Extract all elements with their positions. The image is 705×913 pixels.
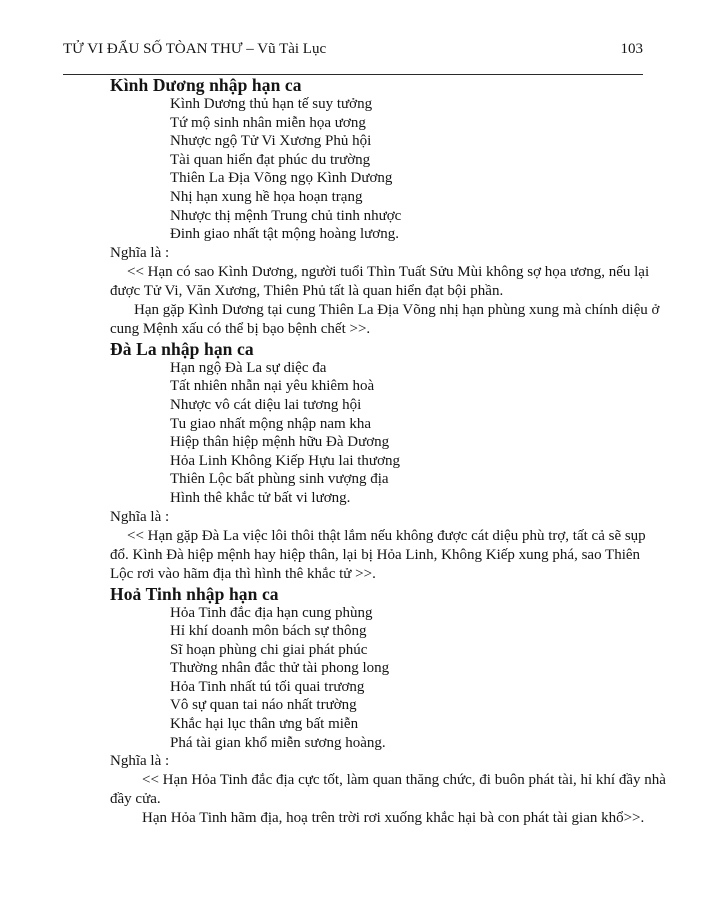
poem-line: Tu giao nhất mộng nhập nam kha — [170, 415, 372, 432]
poem-line: Thiên Lộc bất phùng sinh vượng địa — [170, 471, 389, 488]
poem — [110, 95, 666, 244]
section-heading: Hoả Tinh nhập hạn ca — [110, 583, 279, 604]
poem — [110, 359, 666, 508]
page-number: 103 — [620, 41, 643, 57]
poem-line: Hỏa Linh Không Kiếp Hựu lai thương — [170, 452, 400, 469]
meaning-paragraph: Hạn Hỏa Tinh hãm địa, hoạ trên trời rơi xuống khắc hại bà con phát tài gian khổ>>. — [142, 810, 645, 827]
poem-line: Nhược vô cát diệu lai tương hội — [170, 396, 362, 413]
poem-line: Thường nhân đắc thử tài phong long — [170, 660, 390, 677]
section-heading: Đà La nhập hạn ca — [110, 338, 254, 359]
meaning-paragraph: Hạn gặp Kình Dương tại cung Thiên La Địa Võng nhị hạn phùng xung mà chính diệu ở cung Mệnh xấu có thể bị bạo bệnh chết >>. — [110, 301, 660, 337]
poem-line: Thiên La Địa Võng ngọ Kình Dương — [170, 170, 393, 187]
section-kinh-duong — [110, 75, 666, 339]
poem-line: Hỉ khí doanh môn bách sự thông — [170, 623, 367, 640]
poem-line: Khắc hại lục thân ưng bất miễn — [170, 716, 359, 733]
section-heading: Kình Dương nhập hạn ca — [110, 75, 302, 95]
poem-line: Nhược ngộ Tử Vi Xương Phủ hội — [170, 133, 372, 150]
poem-line: Hạn ngộ Đà La sự diệc đa — [170, 359, 327, 376]
meaning-label: Nghĩa là : — [110, 244, 170, 261]
page-content — [110, 75, 666, 828]
meaning-label: Nghĩa là : — [110, 753, 170, 770]
poem-line: Phá tài gian khổ miễn sương hoàng. — [170, 734, 386, 751]
poem-line: Tài quan hiển đạt phúc du trường — [170, 151, 371, 168]
poem-line: Nhược thị mệnh Trung chủ tinh nhược — [170, 207, 402, 224]
book-title: TỬ VI ĐẨU SỐ TÒAN THƯ – Vũ Tài Lục — [63, 41, 327, 57]
poem — [110, 604, 666, 753]
poem-line: Kình Dương thủ hạn tế suy tưởng — [170, 96, 373, 112]
page-header — [63, 40, 643, 59]
poem-line: Hiệp thân hiệp mệnh hữu Đà Dương — [170, 434, 390, 451]
section-hoa-tinh — [110, 584, 666, 829]
section-da-la — [110, 339, 666, 584]
meaning-paragraph: << Hạn gặp Đà La việc lôi thôi thật lắm nếu không được cát diệu phù trợ, tất cả sẽ sụp đổ. Kình Đà hiệp mệnh hay hiệp thân, lại bị Hỏa Linh, Không Kiếp xung phá, sao Thiên Lộc rơi vào hãm địa thì hình thê khắc tử >>. — [110, 527, 646, 582]
poem-line: Sĩ hoạn phùng chi giai phát phúc — [170, 641, 368, 658]
poem-line: Vô sự quan tai náo nhất trường — [170, 697, 357, 714]
poem-line: Tứ mộ sinh nhân miễn họa ương — [170, 114, 366, 131]
poem-line: Đinh giao nhất tật mộng hoàng lương. — [170, 226, 399, 243]
poem-line: Hỏa Tinh nhất tú tối quai trương — [170, 678, 365, 695]
poem-line: Nhị hạn xung hề họa hoạn trạng — [170, 188, 363, 205]
poem-line: Hỏa Tinh đắc địa hạn cung phùng — [170, 604, 373, 621]
poem-line: Tất nhiên nhẫn nại yêu khiêm hoà — [170, 378, 375, 395]
meaning-label: Nghĩa là : — [110, 508, 170, 525]
poem-line: Hình thê khắc tử bất vi lương. — [170, 489, 351, 506]
meaning-paragraph: << Hạn có sao Kình Dương, người tuổi Thìn Tuất Sửu Mùi không sợ họa ương, nếu lại được Tử Vi, Văn Xương, Thiên Phủ tất là quan hiển đạt bội phần. — [110, 263, 650, 299]
meaning-paragraph: << Hạn Hỏa Tinh đắc địa cực tốt, làm quan thăng chức, đi buôn phát tài, hỉ khí đầy nhà đầy cửa. — [110, 772, 666, 808]
